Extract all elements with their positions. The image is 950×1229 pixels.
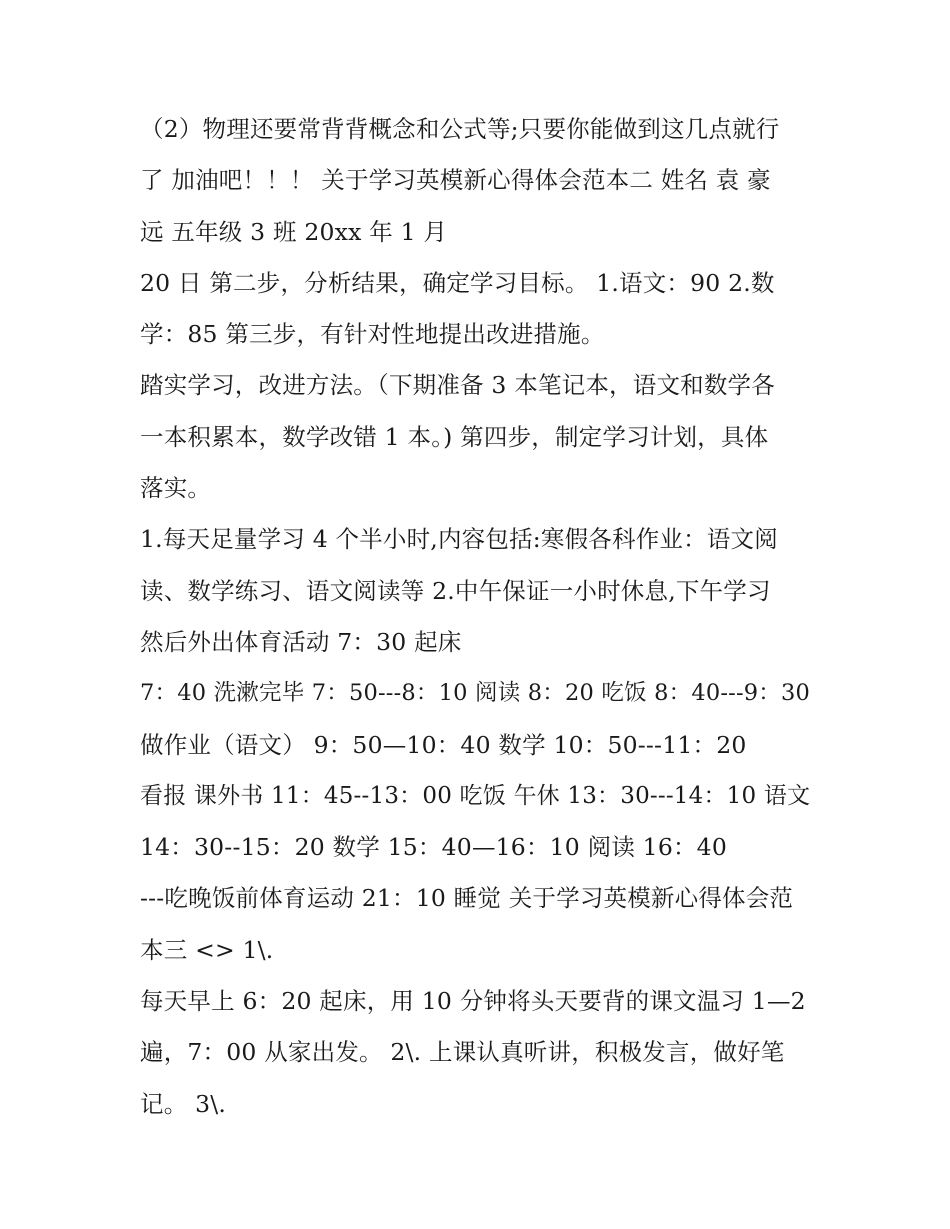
text-line: 遍，7：00 从家出发。 2\. 上课认真听讲，积极发言，做好笔 (140, 1038, 785, 1067)
text-line: 20 日 第二步，分析结果，确定学习目标。 1.语文：90 2.数 (140, 268, 775, 297)
text-line: 远 五年级 3 班 20xx 年 1 月 (140, 217, 448, 246)
text-line: 然后外出体育活动 7：30 起床 (140, 627, 462, 656)
text-line: （2）物理还要常背背概念和公式等;只要你能做到这几点就行 (140, 115, 780, 143)
text-line: 记。 3\. (140, 1089, 227, 1118)
text-line: 每天早上 6：20 起床，用 10 分钟将头天要背的课文温习 1—2 (140, 987, 806, 1016)
text-line: 学：85 第三步，有针对性地提出改进措施。 (140, 320, 605, 349)
text-line: 一本积累本，数学改错 1 本。) 第四步，制定学习计划，具体 (140, 422, 769, 451)
text-line: 看报 课外书 11：45--13：00 吃饭 午休 13：30---14：10 语文 (140, 782, 811, 809)
text-line: 1.每天足量学习 4 个半小时,内容包括:寒假各科作业：语文阅 (140, 525, 778, 554)
text-line: ---吃晚饭前体育运动 21：10 睡觉 关于学习英模新心得体会范 (140, 884, 794, 913)
text-line: 落实。 (140, 474, 212, 503)
text-line: 读、数学练习、语文阅读等 2.中午保证一小时休息,下午学习 (140, 576, 771, 605)
text-line: 14：30--15：20 数学 15：40—16：10 阅读 16：40 (140, 833, 727, 862)
text-line: 了 加油吧！！！ 关于学习英模新心得体会范本二 姓名 袁 豪 (140, 166, 771, 195)
text-line: 踏实学习，改进方法。（下期准备 3 本笔记本，语文和数学各 (140, 371, 775, 400)
text-line: 做作业（语文） 9：50—10：40 数学 10：50---11：20 (140, 730, 747, 759)
text-line: 本三 <> 1\. (140, 935, 274, 964)
document-body (140, 104, 820, 1130)
text-line: 7：40 洗漱完毕 7：50---8：10 阅读 8：20 吃饭 8：40---9：30 (140, 680, 811, 707)
